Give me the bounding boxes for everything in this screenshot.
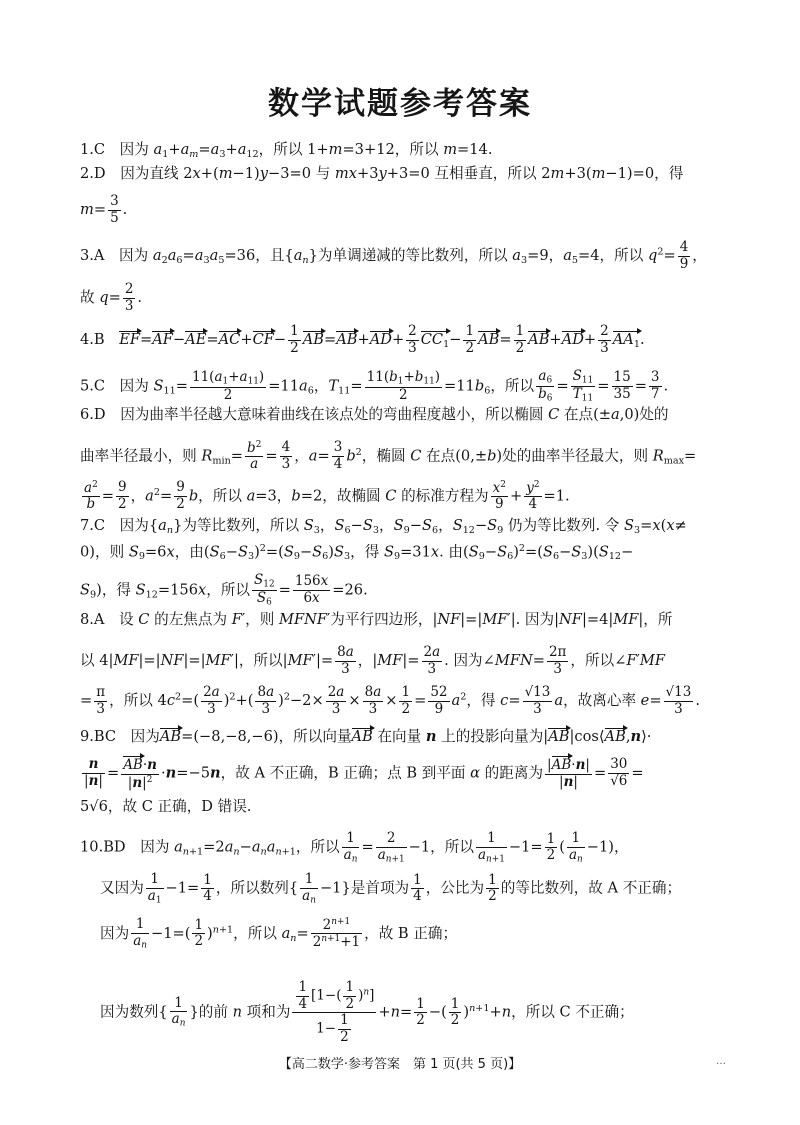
answer-6-cont2: $\frac{a^2}{b}$ = $\frac{9}{2}$ ，$a^2=$ $\frac{9}{2}$ b，所以 a=3，b=2，故椭圆 C 的标准方程为 $\frac{x^2}{9}$ + $\frac{y^2}{4}$ =1. [84, 479, 570, 513]
answer-8: 8.A 设 C 的左焦点为 F′，则 MFNF′为平行四边形，|NF|=|MF′|. 因为|NF|=4|MF|，所 [80, 611, 673, 628]
footer-dots: … [716, 1056, 726, 1067]
page-title: 数学试题参考答案 [268, 86, 532, 122]
answer-2: 2.D 因为直线 2x+(m−1)y−3=0 与 mx+3y+3=0 互相垂直，所以 2m+3(m−1)=0，得 [80, 165, 684, 182]
answer-1: 1.C 因为 $a_1+a_m=a_3+a_{12}$，所以 1+m=3+12，所以 m=14. [80, 141, 493, 160]
answer-9-cont1: $\frac{n}{|n|}$ = $\frac{AB\cdot n}{|n|^2}$ ·n=−5n，故 A 不正确，B 正确；点 B 到平面 α 的距离为 $\frac{|AB\cdot n|}{|n|}$ = $\frac{30}{√6}$ = [84, 756, 644, 791]
answer-7: 7.C 因为$\{a_n\}$为等比数列，所以 $S_3$，$S_6-S_3$，$S_9-S_6$，$S_{12}-S_9$ 仍为等比数列. 令 $S_3=x(x\ne$ [80, 517, 687, 536]
answer-8-cont1: 以 4|MF|=|NF|=|MF′|，所以|MF′|= $\frac{8a}{3}$ ，|MF|= $\frac{2a}{3}$ . 因为∠MFN= $\frac{2\pi}{3}$ ，所以∠F′MF [80, 644, 665, 677]
answer-7-cont2: $S_9$)，得 $S_{12}=156x$，所以 $\frac{S_{12}}{S_6}$ = $\frac{156x}{6x}$ =26. [80, 572, 368, 608]
answer-3-cont: 故 q= $\frac{2}{3}$ . [80, 281, 143, 314]
answer-3: 3.A 因为 $a_2a_6=a_3a_5=36$，且$\{a_n\}$为单调递减的等比数列，所以 $a_3=9$，$a_5=4$，所以 $q^2=$ $\frac{4}{9}$ ， [80, 239, 707, 272]
answer-7-cont1: 0)，则 $S_9=6x$，由$(S_6-S_3)^2=(S_9-S_6)S_3$，得 $S_9=31x$. 由$(S_9-S_6)^2=(S_6-S_3)(S_{12}-$ [80, 543, 634, 563]
answer-4: 4.B EF=AF−AE=AC+CF− $\frac{1}{2}$ AB=AB+AD+ $\frac{2}{3}$ $CC_1-$ $\frac{1}{2}$ AB= $\frac{1}{2}$ AB+AD+ $\frac{2}{3}$ $AA_1$. [80, 323, 645, 356]
answer-10-cont3: 因为数列{ $\frac{1}{a_n}$ }的前 n 项和为 $\frac{1}{4}$ [1−( $\frac{1}{2}$ )$^n$] 1− $\frac{1}{2}$ +n= $\frac{1}{2}$ −( $\frac{1}{2}$ )$^{n+1}$+n，所以 C 不正确； [100, 979, 634, 1045]
answer-9-cont2: 5√6，故 C 正确，D 错误. [80, 798, 252, 815]
answer-10-cont1: 又因为 $\frac{1}{a_1}$ −1= $\frac{1}{4}$ ，所以数列{ $\frac{1}{a_n}$ −1}是首项为 $\frac{1}{4}$ ，公比为 $\frac{1}{2}$ 的等比数列，故 A 不正确； [100, 871, 682, 906]
answer-5: 5.C 因为 $S_{11}=$ $\frac{11(a_1+a_{11})}{2}$ $=11a_6$，$T_{11}=$ $\frac{11(b_1+b_{11})}{2}$ $=11b_6$，所以 $\frac{a_6}{b_6}$ = $\frac{S_{11}}{T_{11}}$ = $\frac{15}{35}$ = $\frac{3}{7}$ . [80, 368, 669, 404]
answer-8-cont2: = $\frac{\pi}{3}$ ，所以 $4c^2=$( $\frac{2a}{3}$ )$^2$+( $\frac{8a}{3}$ )$^2$−2× $\frac{2a}{3}$ × $\frac{8a}{3}$ × $\frac{1}{2}$ = $\frac{52}{9}$ $a^2$，得 c= $\frac{√13}{3}$ a，故离心率 e= $\frac{√13}{3}$ . [80, 684, 700, 717]
answer-6-cont1: 曲率半径最小，则 $R_{min}=$ $\frac{b^2}{a}$ = $\frac{4}{3}$ ，a= $\frac{3}{4}$ $b^2$，椭圆 C 在点(0,±b)处的曲率半径最大，则 $R_{max}=$ [80, 439, 697, 473]
answer-2-cont: m= $\frac{3}{5}$ . [80, 193, 128, 226]
answer-6: 6.D 因为曲率半径越大意味着曲线在该点处的弯曲程度越小，所以椭圆 C 在点(±a,0)处的 [80, 406, 669, 423]
page-footer: 【高二数学·参考答案 第 1 页(共 5 页)】 [278, 1057, 522, 1072]
answer-10: 10.BD 因为 $a_{n+1}=2a_n-a_na_{n+1}$，所以 $\frac{1}{a_n}$ = $\frac{2}{a_{n+1}}$ −1，所以 $\frac{1}{a_{n+1}}$ −1= $\frac{1}{2}$ ( $\frac{1}{a_n}$ −1)， [80, 830, 629, 865]
answer-10-cont2: 因为 $\frac{1}{a_n}$ −1=( $\frac{1}{2}$ )$^{n+1}$，所以 $a_n=$ $\frac{2^{n+1}}{2^{n+1}+1}$ ，故 B 正确； [100, 916, 458, 951]
answer-9: 9.BC 因为AB=(−8,−8,−6)，所以向量AB 在向量 n 上的投影向量为|AB|cos⟨AB,n⟩· [80, 728, 652, 745]
